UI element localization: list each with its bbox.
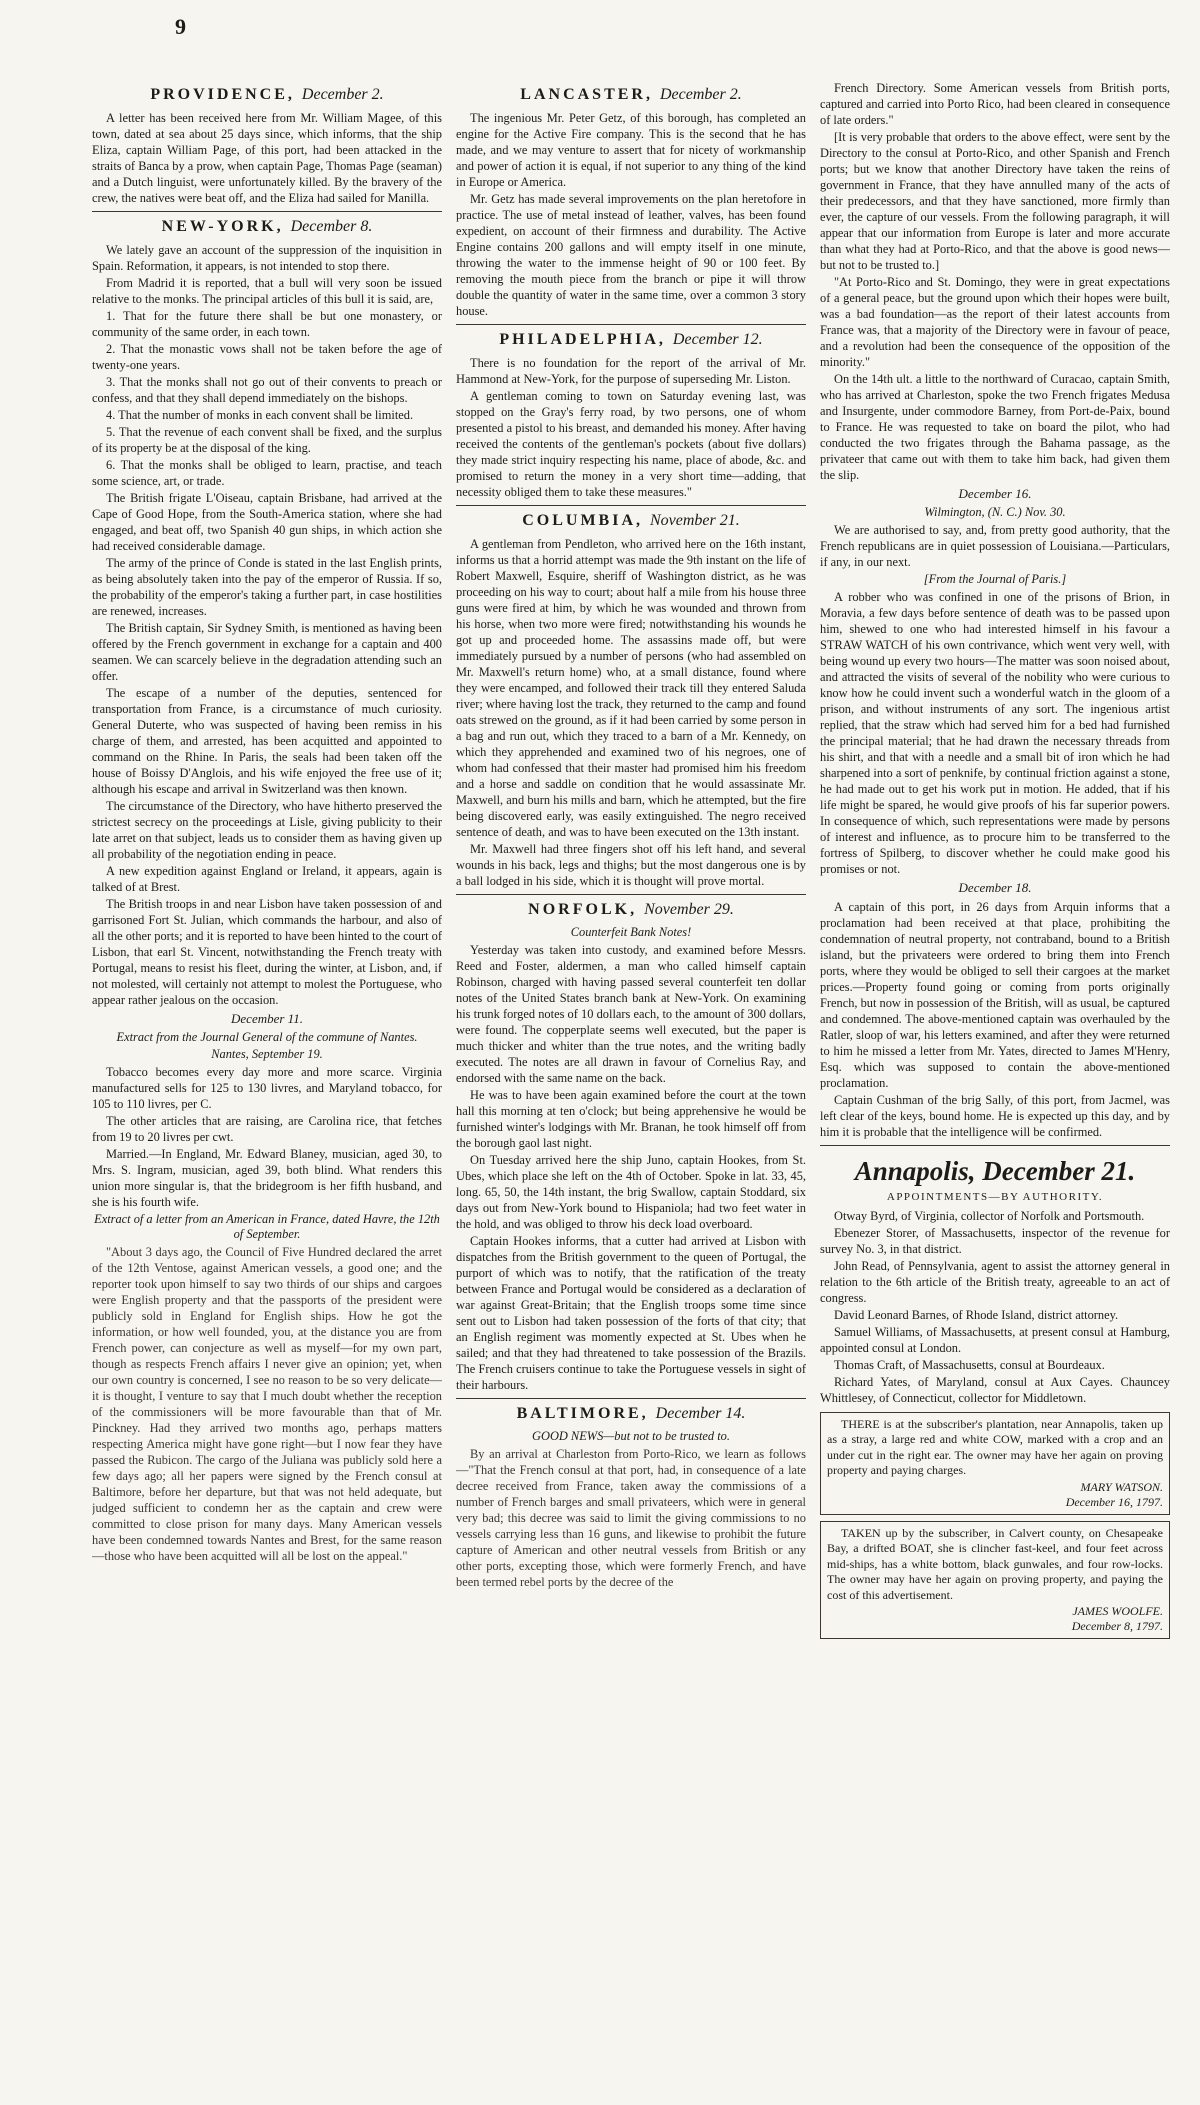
norfolk-p2: He was to have been again examined before the court at the town hall this morning at ten o'clock; but being apprehensive he would be furnished winter's lodgings with Mr. Branan, he took himself off from the borough gaol last night. <box>456 1088 806 1150</box>
philadelphia-p1: There is no foundation for the report of the arrival of Mr. Hammond at New-York, for the purpose of superseding Mr. Liston. <box>456 356 806 386</box>
columns <box>92 80 1170 2090</box>
extract-letter: Extract of a letter from an American in France, dated Havre, the 12th of September. <box>94 1212 440 1241</box>
col3-p5: We are authorised to say, and, from pretty good authority, that the French republicans are in quiet possession of Louisiana.—Particulars, if any, in our next. <box>820 523 1170 569</box>
newyork-p15: The British troops in and near Lisbon have taken possession of and garrisoned Fort St. Julian, which commands the harbour, and also of all the other ports; and it is reported to have been hinted to the court of Lisbon, that earl St. Vincent, notwithstanding the French treaty with Portugal, means to resist his fleet, during the winter, at Lisbon, and, if not molested, will certainly not attempt to molest the Portuguese, who appear rather jealous on the occasion. <box>92 897 442 1007</box>
divider <box>820 1145 1170 1146</box>
newyork-p12: The escape of a number of the deputies, sentenced for transportation from France, is a circumstance of much curiosity. General Duterte, who was suspected of having been remiss in his charge of them, and arrested, has been acquitted and appointed to command on the Rhine. In Paris, the seals had been taken off the house of Boissy D'Anglois, and his wife enjoyed the free use of it; although his escape and arrival in Switzerland was then known. <box>92 686 442 796</box>
newyork-p5: 3. That the monks shall not go out of their convents to preach or confess, and that they shall depend immediately on the bishops. <box>92 375 442 405</box>
newyork-p3: 1. That for the future there shall be but one monastery, or community of the same order, in each town. <box>92 309 442 339</box>
ad1-date: December 16, 1797. <box>1065 1494 1163 1509</box>
wilmington-dateline: Wilmington, (N. C.) Nov. 30. <box>924 505 1066 519</box>
annapolis-p1: Otway Byrd, of Virginia, collector of Norfolk and Portsmouth. <box>834 1209 1145 1223</box>
column-1 <box>92 80 442 2090</box>
newyork-p8: 6. That the monks shall be obliged to learn, practise, and teach some science, art, or trade. <box>92 458 442 488</box>
philadelphia-heading: PHILADELPHIA, December 12. <box>499 331 763 348</box>
journal-source: [From the Journal of Paris.] <box>923 572 1067 586</box>
newyork-heading: NEW-YORK, December 8. <box>161 218 373 235</box>
providence-heading: PROVIDENCE, December 2. <box>150 86 384 103</box>
norfolk-p3: On Tuesday arrived here the ship Juno, captain Hookes, from St. Ubes, which place she left on the 4th of October. Spoke in lat. 33, 45, long. 65, 50, the 14th instant, the brig Swallow, captain Stoddard, six days out from New-York bound to Hispaniola; had two feet water in the hold, and was obliged to throw his deck load overboard. <box>456 1153 806 1231</box>
divider <box>92 211 442 212</box>
norfolk-subhead: Counterfeit Bank Notes! <box>570 925 692 939</box>
nantes-dateline: Nantes, September 19. <box>211 1047 323 1061</box>
annapolis-p6: Thomas Craft, of Massachusetts, consul at Bourdeaux. <box>834 1358 1105 1372</box>
newyork-p4: 2. That the monastic vows shall not be taken before the age of twenty-one years. <box>92 342 442 372</box>
col3-p7: A captain of this port, in 26 days from Arquin informs that a proclamation had been received at that place, prohibiting the condemnation of neutral property, not contraband, bound to a British island, but the privateers were ordered to bring them into French ports, where they would be obliged to sell their cargoes at the market prices.—Property found going or coming from ports originally French, but now in possession of the British, will as usual, be captured and condemned. The above-mentioned captain was overhauled by the Ratler, sloop of war, his letters examined, and after they were returned to him he missed a letter from Mr. Yates, directed to James M'Henry, Esq. which was supposed to contain the above-mentioned proclamation. <box>820 900 1170 1090</box>
norfolk-p4: Captain Hookes informs, that a cutter had arrived at Lisbon with dispatches from the British government to the queen of Portugal, the purport of which was to notify, that the ratification of the treaty between France and Portugal would be considered as a declaration of war against Great-Britain; that the English troops some time since sent out to Lisbon had taken possession of the forts of that city; that an English regiment was momently expected at St. Ubes when he sailed; and that they had threatened to take possession of the Brazils. The French cruisers continue to take the Portuguese vessels in sight of their harbours. <box>456 1234 806 1392</box>
dateline-dec-11: December 11. <box>231 1011 303 1026</box>
advertisement-stray-cow <box>820 1412 1170 1515</box>
norfolk-p1: Yesterday was taken into custody, and examined before Messrs. Reed and Foster, aldermen, a man who called himself captain Robinson, charged with having passed several counterfeit ten dollar notes of the United States branch bank at New-York. On examining his trunk forged notes of 10 dollars each, to the amount of 300 dollars, were found. The copperplate seems well executed, but the paper is much thicker and whiter than the true notes, and the writing badly executed. The notes are all drawn in favour of Cornelius Ray, and endorsed with the same name on the back. <box>456 943 806 1085</box>
divider <box>456 894 806 895</box>
col3-p2: [It is very probable that orders to the above effect, were sent by the Directory to the consul at Porto-Rico, and other Spanish and French ports; but we know that another Directory have taken the reins of government in France, that they have annulled many of the acts of their predecessors, and that they have sanctioned, more firmly than ever, the capture of our vessels. From the following paragraph, it will appear that our information from Europe is later and more accurate than what they had at Porto-Rico, and that the above is good news—but not to be trusted to.] <box>820 130 1170 272</box>
newyork-p19: "About 3 days ago, the Council of Five Hundred declared the arret of the 12th Ventose, against American vessels, a good one; and the reporter took upon himself to say two thirds of our ships and cargoes were English property and that the passports of the president were publicly sold in England for English ships. How he got the information, or how well founded, you, at the distance you are from French power, can conjecture as well as myself—for my own part, though as respects French affairs I never give an opinion; yet, when our own country is concerned, I see no reason to be so very delicate—it is thought, I venture to say that I much doubt whether the reception of the commissioners will be more favourable than that of Mr. Pinckney. Had they arrived two months ago, perhaps matters respecting America might have gone right—but I now fear they have passed the Rubicon. The cargo of the Juliana was publicly sold here a few days ago; all her papers were signed by the French consul at Baltimore, before her departure, but that was not held adequate, but judged sufficient to condemn her as the captain and crew were committed to close prison for many days. Many American vessels have been condemned towards Nantes and Brest, for the same reason—those who have been acquitted will all be lost on the appeal." <box>92 1245 442 1563</box>
ad2-date: December 8, 1797. <box>1071 1619 1163 1634</box>
newyork-p9: The British frigate L'Oiseau, captain Brisbane, had arrived at the Cape of Good Hope, from the South-America station, where she had engaged, and beat off, two Spanish 40 gun ships, in which action she had received considerable damage. <box>92 491 442 553</box>
columbia-p2: Mr. Maxwell had three fingers shot off his left hand, and several wounds in his back, legs and thighs; but the most dangerous one is by a ball lodged in his side, which it is thought will prove mortal. <box>456 842 806 888</box>
philadelphia-p2: A gentleman coming to town on Saturday evening last, was stopped on the Gray's ferry road, by two persons, one of whom presented a pistol to his breast, and demanded his money. After having received the contents of the gentleman's pockets (about five dollars) they made strict inquiry respecting his name, place of abode, &c. and promised to return the money in a very short time—adding, that necessity obliged them to take these measures." <box>456 389 806 499</box>
ad1-signature: MARY WATSON. <box>1080 1479 1163 1494</box>
newyork-p7: 5. That the revenue of each convent shall be fixed, and the surplus of its property be at the disposal of the king. <box>92 425 442 455</box>
baltimore-subhead: GOOD NEWS—but not to be trusted to. <box>532 1429 730 1443</box>
divider <box>456 324 806 325</box>
lancaster-heading: LANCASTER, December 2. <box>520 86 742 103</box>
divider <box>456 1398 806 1399</box>
col3-p3: "At Porto-Rico and St. Domingo, they were in great expectations of a general peace, but the ground upon which their hopes were built, was a bad foundation—as the report of their latest accounts from France was, that a majority of the Directory were in favour of peace, and a revolution had been the consequence of the opposition of the minority." <box>820 275 1170 369</box>
columbia-p1: A gentleman from Pendleton, who arrived here on the 16th instant, informs us that a horrid attempt was made the 9th instant on the life of Robert Maxwell, Esquire, sheriff of Washington district, as he was proceeding on his way to court; about half a mile from his house three guns were fired at him, by which he was wounded and thrown from his horse, when two more were fired; notwithstanding his wounds he got up and proceeded home. The assassins made off, but were immediately pursued by a number of persons (who had assembled on Mr. Maxwell's return home) who, at a small distance, found where they were encamped, and followed their track till they entered Saluda river; where having lost the track, they returned to the camp and found oats strewed on the ground, as if it had been carried by some person in a bag and run out, which they traced to a barn of a Mr. Kennedy, on which they apprehended and examined two of his negroes, one of whom had confessed that their master had promised him his freedom and a horse and saddle on condition that he would assassinate Mr. Maxwell, and burn his mills and barn, which he attempted, but the fire being discovered early, was easily extinguished. The negro received sentence of death, and was to have been executed on the 13th instant. <box>456 537 806 839</box>
dateline-dec-18: December 18. <box>958 880 1032 895</box>
lancaster-p2: Mr. Getz has made several improvements on the plan heretofore in practice. The use of metal instead of leather, valves, has been found expedient, on account of their firmness and durability. The Active Engine contains 200 gallons and will empty itself in one minute, throwing the water to the immense height of 90 or 100 feet. By removing the mouth piece from the branch or pipe it will throw double the quantity of water in the same time, over a common 3 story house. <box>456 192 806 318</box>
baltimore-heading: BALTIMORE, December 14. <box>516 1405 746 1422</box>
baltimore-p1: By an arrival at Charleston from Porto-Rico, we learn as follows—"That the French consul at that port, had, in consequence of a late decree received from France, taken away the commissions of a number of French barges and small privateers, which were in general very bad; this decree was said to limit the giving commissions to no vessels carrying less than 16 guns, and likewise to prohibit the future capture of American and other neutral vessels from British or any other ports, excepting those, which were formerly French, and have been termed rebel ports by the decree of the <box>456 1447 806 1589</box>
col3-p8: Captain Cushman of the brig Sally, of this port, from Jacmel, was left clear of the keys, bound home. He is expected up this day, and by him it is probable that the intelligence will be confirmed. <box>820 1093 1170 1139</box>
newyork-p18: Married.—In England, Mr. Edward Blaney, musician, aged 30, to Mrs. S. Ingram, musician, aged 39, both blind. What renders this union more singular is, that the bridegroom is her fifth husband, and she is his fourth wife. <box>92 1147 442 1209</box>
norfolk-heading: NORFOLK, November 29. <box>528 901 734 918</box>
col3-p6: A robber who was confined in one of the prisons of Brion, in Moravia, a few days before sentence of death was to be passed upon him, shewed to one who had interested himself in his favour a STRAW WATCH of his own contrivance, which went very well, with being wound up every two hours—The matter was soon noised about, and attracted the visits of several of the nobility who were curious to know how he could invent such a wonderful watch in the gloom of a prison, and without instruments of any sort. The ingenious artist replied, that the straw which had served him for a bed had furnished the principal material; that he had drawn the necessary threads from his shirt, and that with a needle and a small bit of iron which he had sharpened into a sort of penknife, by continual friction against a stone, he had made out to get his work put in motion. He added, that if his life might be spared, he would give proofs of his far superior powers. In consequence of which, such representations were made by persons of interest and influence, as to procure him to be transferred to the fortress of Spilberg, to discover whether he could make good his promises or not. <box>820 590 1170 876</box>
annapolis-heading: Annapolis, December 21. <box>854 1156 1136 1186</box>
annapolis-p3: John Read, of Pennsylvania, agent to assist the attorney general in relation to the 6th article of the British treaty, agreeable to an act of congress. <box>820 1259 1170 1305</box>
extract-journal: Extract from the Journal General of the commune of Nantes. <box>116 1030 418 1044</box>
newyork-p2: From Madrid it is reported, that a bull will very soon be issued relative to the monks. The principal articles of this bull it is said, are, <box>92 276 442 306</box>
divider <box>456 505 806 506</box>
annapolis-p4: David Leonard Barnes, of Rhode Island, district attorney. <box>834 1308 1119 1322</box>
providence-p1: A letter has been received here from Mr. William Magee, of this town, dated at sea about 25 days since, which informs, that the ship Eliza, captain William Page, of this port, had been attacked in the straits of Banca by a prow, when captain Page, Thomas Page (seaman) and a Dutch linguist, were unfortunately killed. By the bravery of the crew, the natives were beat off, and the Eliza had sailed for Manilla. <box>92 111 442 205</box>
column-3 <box>820 80 1170 2090</box>
newyork-p16: Tobacco becomes every day more and more scarce. Virginia manufactured sells for 125 to 130 livres, and Maryland tobacco, for 105 to 110 livres, per C. <box>92 1065 442 1111</box>
annapolis-p5: Samuel Williams, of Massachusetts, at present consul at Hamburg, appointed consul at London. <box>820 1325 1170 1355</box>
newyork-p17: The other articles that are raising, are Carolina rice, that fetches from 19 to 20 livres per cwt. <box>92 1114 442 1144</box>
newyork-p13: The circumstance of the Directory, who have hitherto preserved the strictest secrecy on the proceedings at Lisle, giving publicity to their late arret on that subject, leads us to consider them as having given up all probability of the negotiation ending in peace. <box>92 799 442 861</box>
dateline-dec-16: December 16. <box>958 486 1032 501</box>
col3-p4: On the 14th ult. a little to the northward of Curacao, captain Smith, who has arrived at Charleston, spoke the two French frigates Medusa and Insurgente, under commodore Barney, from Port-de-Paix, bound to France. He was requested to take on board the pilot, who had conducted the two frigates through the Bahama passage, as the privateer that came out with them to take him back, had given them the slip. <box>820 372 1170 482</box>
appointments-subhead: APPOINTMENTS—BY AUTHORITY. <box>886 1191 1104 1203</box>
newyork-p11: The British captain, Sir Sydney Smith, is mentioned as having been offered by the French government in exchange for a captain and 400 seamen. We can scarcely believe in the degradation attending such an offer. <box>92 621 442 683</box>
ad2-signature: JAMES WOOLFE. <box>1072 1604 1163 1619</box>
newyork-p10: The army of the prince of Conde is stated in the last English prints, as being absolutely taken into the pay of the emperor of Russia. If so, the probability of the emperor's taking a further part, in case hostilities are renewed, increases. <box>92 556 442 618</box>
annapolis-p7: Richard Yates, of Maryland, consul at Aux Cayes. Chauncey Whittlesey, of Connecticut, collector for Middletown. <box>820 1375 1170 1405</box>
columbia-heading: COLUMBIA, November 21. <box>522 512 740 529</box>
lancaster-p1: The ingenious Mr. Peter Getz, of this borough, has completed an engine for the Active Fire company. This is the second that he has made, and we may venture to assert that for nicety of workmanship and power of action it is equal, if not superior to any thing of the kind in Europe or America. <box>456 111 806 189</box>
advertisement-drifted-boat <box>820 1521 1170 1639</box>
annapolis-p2: Ebenezer Storer, of Massachusetts, inspector of the revenue for survey No. 3, in that district. <box>820 1226 1170 1256</box>
column-2 <box>456 80 806 2090</box>
col3-p1: French Directory. Some American vessels from British ports, captured and carried into Porto Rico, had been cleared in consequence of late orders." <box>820 81 1170 127</box>
page-number: 9 <box>175 14 186 39</box>
ad2-text: TAKEN up by the subscriber, in Calvert county, on Chesapeake Bay, a drifted BOAT, she is clincher fast-keel, and four feet across mid-ships, has a white bottom, black gunwales, and four row-locks. The owner may have her again on proving property, and paying the cost of this advertisement. <box>827 1525 1163 1602</box>
ad1-text: THERE is at the subscriber's plantation, near Annapolis, taken up as a stray, a large red and white COW, marked with a crop and an under cut in the right ear. The owner may have her again on proving property and paying charges. <box>827 1417 1163 1478</box>
newyork-p6: 4. That the number of monks in each convent shall be limited. <box>106 408 414 422</box>
newyork-p1: We lately gave an account of the suppression of the inquisition in Spain. Reformation, it appears, is not intended to stop there. <box>92 243 442 273</box>
newyork-p14: A new expedition against England or Ireland, it appears, again is talked of at Brest. <box>92 864 442 894</box>
